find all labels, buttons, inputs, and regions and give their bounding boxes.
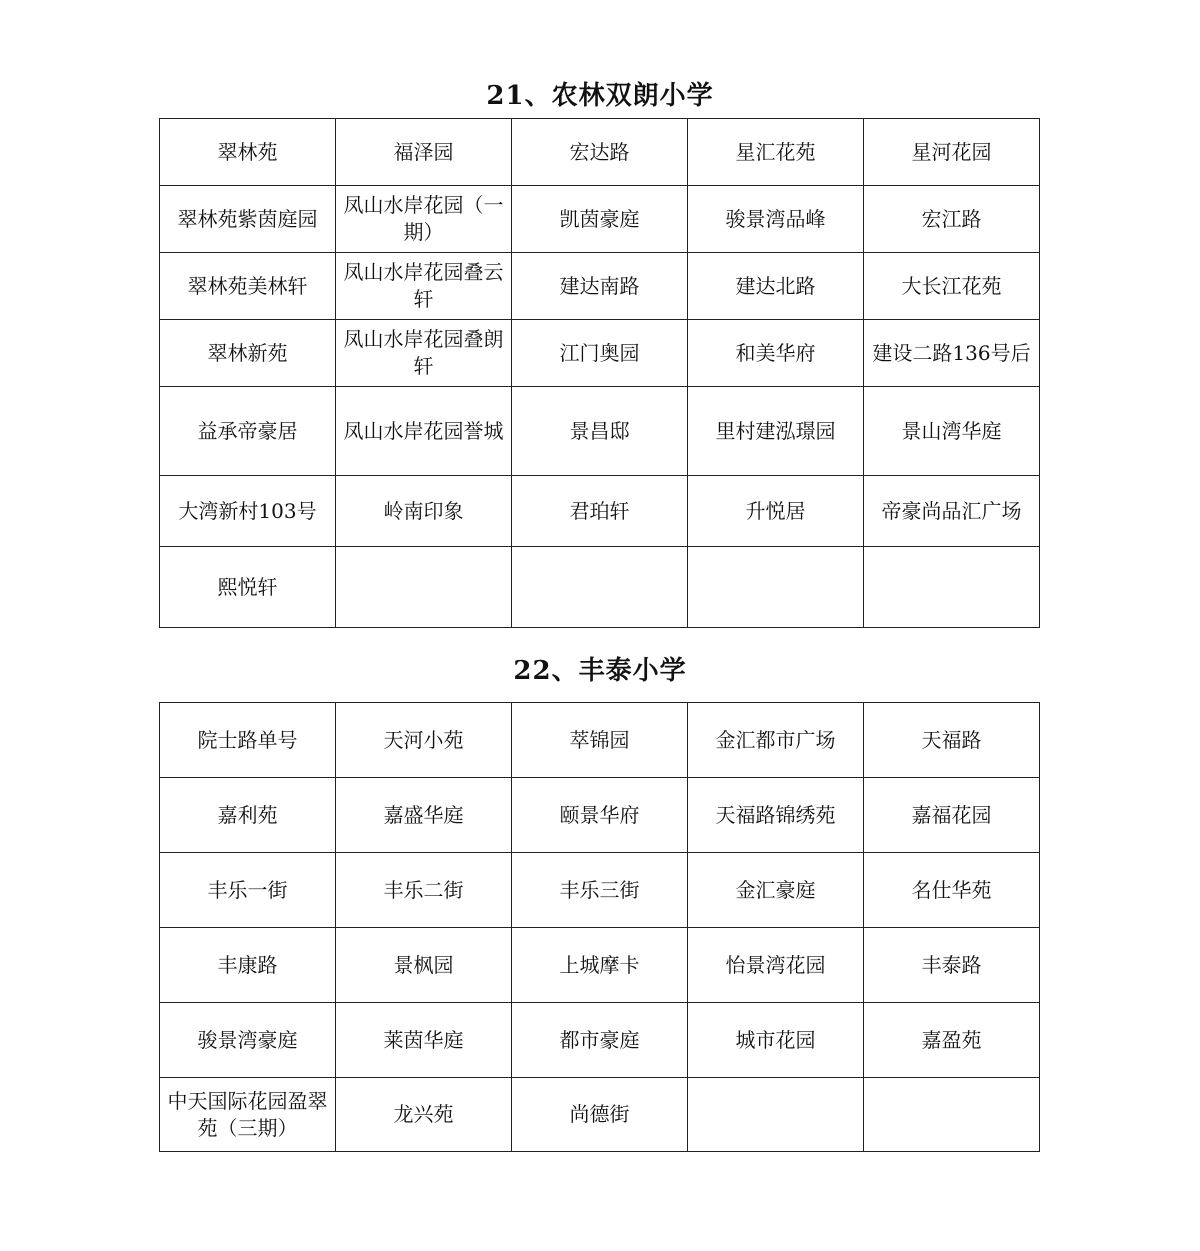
table-row bbox=[160, 853, 1040, 928]
table-row bbox=[160, 703, 1040, 778]
address-cell: 嘉盛华庭 bbox=[336, 778, 512, 853]
address-cell: 大长江花苑 bbox=[864, 253, 1040, 320]
address-cell: 龙兴苑 bbox=[336, 1078, 512, 1152]
address-cell: 和美华府 bbox=[688, 320, 864, 387]
address-cell: 翠林新苑 bbox=[160, 320, 336, 387]
address-cell: 大湾新村103号 bbox=[160, 476, 336, 547]
address-cell: 翠林苑美林轩 bbox=[160, 253, 336, 320]
table-row bbox=[160, 320, 1040, 387]
address-cell: 君珀轩 bbox=[512, 476, 688, 547]
address-cell: 凤山水岸花园叠朗轩 bbox=[336, 320, 512, 387]
table-row bbox=[160, 387, 1040, 476]
empty-cell bbox=[336, 547, 512, 628]
section-title-21: 21、农林双朗小学 bbox=[486, 81, 714, 111]
address-cell: 里村建泓璟园 bbox=[688, 387, 864, 476]
address-cell: 建达南路 bbox=[512, 253, 688, 320]
address-cell: 中天国际花园盈翠苑（三期） bbox=[160, 1078, 336, 1152]
address-cell: 骏景湾豪庭 bbox=[160, 1003, 336, 1078]
table-row bbox=[160, 928, 1040, 1003]
address-cell: 升悦居 bbox=[688, 476, 864, 547]
school-21-address-table bbox=[159, 118, 1040, 628]
table-row bbox=[160, 778, 1040, 853]
address-cell: 尚德街 bbox=[512, 1078, 688, 1152]
address-cell: 建设二路136号后 bbox=[864, 320, 1040, 387]
address-cell: 星汇花苑 bbox=[688, 119, 864, 186]
address-cell: 熙悦轩 bbox=[160, 547, 336, 628]
address-cell: 名仕华苑 bbox=[864, 853, 1040, 928]
address-cell: 翠林苑 bbox=[160, 119, 336, 186]
address-cell: 景山湾华庭 bbox=[864, 387, 1040, 476]
address-cell: 翠林苑紫茵庭园 bbox=[160, 186, 336, 253]
school-22-address-table bbox=[159, 702, 1040, 1152]
address-cell: 凤山水岸花园（一期） bbox=[336, 186, 512, 253]
table-row bbox=[160, 547, 1040, 628]
address-cell: 丰乐二街 bbox=[336, 853, 512, 928]
address-cell: 岭南印象 bbox=[336, 476, 512, 547]
address-cell: 凤山水岸花园叠云轩 bbox=[336, 253, 512, 320]
address-cell: 丰乐三街 bbox=[512, 853, 688, 928]
address-cell: 怡景湾花园 bbox=[688, 928, 864, 1003]
empty-cell bbox=[864, 1078, 1040, 1152]
address-cell: 院士路单号 bbox=[160, 703, 336, 778]
address-cell: 天福路 bbox=[864, 703, 1040, 778]
address-cell: 颐景华府 bbox=[512, 778, 688, 853]
address-cell: 城市花园 bbox=[688, 1003, 864, 1078]
address-cell: 丰泰路 bbox=[864, 928, 1040, 1003]
address-cell: 骏景湾品峰 bbox=[688, 186, 864, 253]
section-title-22: 22、丰泰小学 bbox=[513, 656, 687, 686]
address-cell: 星河花园 bbox=[864, 119, 1040, 186]
address-cell: 凤山水岸花园誉城 bbox=[336, 387, 512, 476]
address-cell: 天福路锦绣苑 bbox=[688, 778, 864, 853]
address-cell: 丰乐一街 bbox=[160, 853, 336, 928]
address-cell: 嘉利苑 bbox=[160, 778, 336, 853]
address-cell: 金汇都市广场 bbox=[688, 703, 864, 778]
address-cell: 金汇豪庭 bbox=[688, 853, 864, 928]
address-cell: 凯茵豪庭 bbox=[512, 186, 688, 253]
table-row bbox=[160, 1003, 1040, 1078]
empty-cell bbox=[512, 547, 688, 628]
table-row bbox=[160, 253, 1040, 320]
address-cell: 宏达路 bbox=[512, 119, 688, 186]
address-cell: 萃锦园 bbox=[512, 703, 688, 778]
table-row bbox=[160, 186, 1040, 253]
address-cell: 帝豪尚品汇广场 bbox=[864, 476, 1040, 547]
empty-cell bbox=[688, 1078, 864, 1152]
address-cell: 建达北路 bbox=[688, 253, 864, 320]
address-cell: 江门奥园 bbox=[512, 320, 688, 387]
address-cell: 上城摩卡 bbox=[512, 928, 688, 1003]
empty-cell bbox=[688, 547, 864, 628]
table-row bbox=[160, 476, 1040, 547]
address-cell: 天河小苑 bbox=[336, 703, 512, 778]
table-row bbox=[160, 1078, 1040, 1152]
address-cell: 嘉盈苑 bbox=[864, 1003, 1040, 1078]
empty-cell bbox=[864, 547, 1040, 628]
address-cell: 宏江路 bbox=[864, 186, 1040, 253]
address-cell: 莱茵华庭 bbox=[336, 1003, 512, 1078]
address-cell: 景昌邸 bbox=[512, 387, 688, 476]
address-cell: 都市豪庭 bbox=[512, 1003, 688, 1078]
address-cell: 福泽园 bbox=[336, 119, 512, 186]
address-cell: 景枫园 bbox=[336, 928, 512, 1003]
address-cell: 嘉福花园 bbox=[864, 778, 1040, 853]
address-cell: 丰康路 bbox=[160, 928, 336, 1003]
table-row bbox=[160, 119, 1040, 186]
address-cell: 益承帝豪居 bbox=[160, 387, 336, 476]
